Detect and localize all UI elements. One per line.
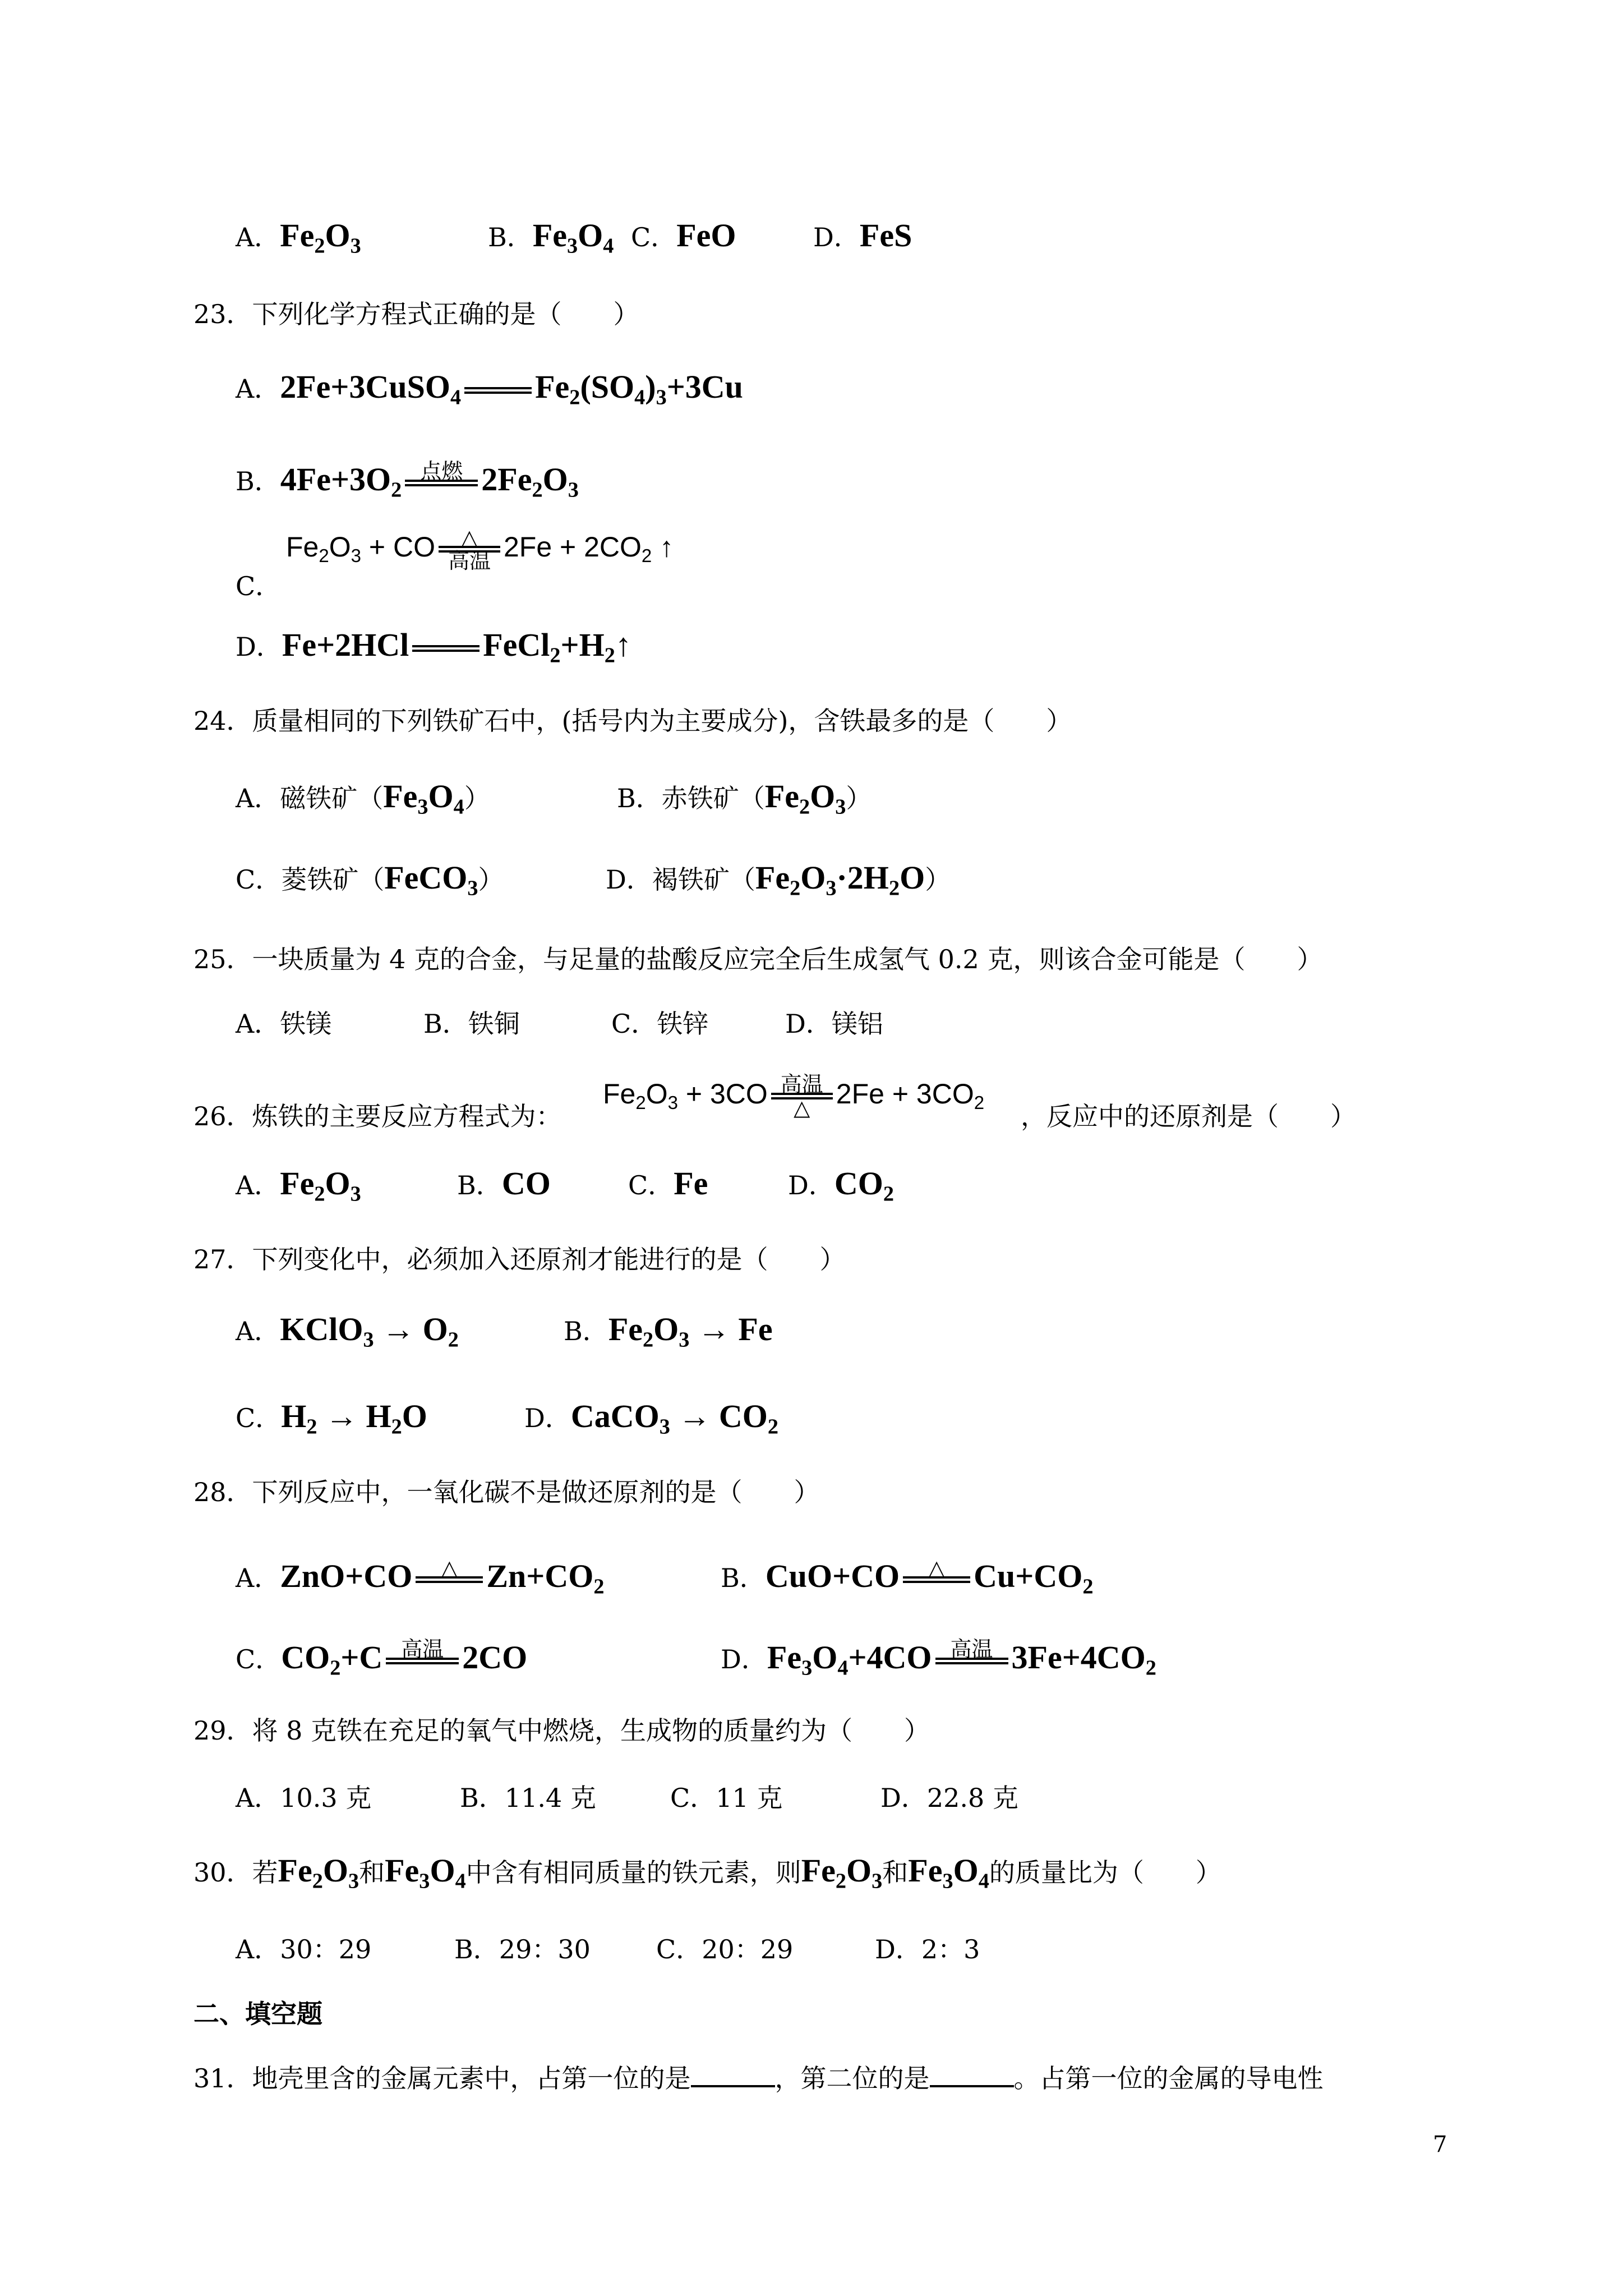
q23-option-c-equation [286,524,674,573]
q22-option-b [488,216,614,257]
q30-option-a: A．30：29 [236,1934,372,1964]
q27-option-d [524,1397,778,1438]
equation: ZnO+CO △ $Zn+CO_2$ [280,1555,605,1599]
page-number: 7 [1433,2132,1447,2157]
formula: $Fe_2O_3 \to Fe$ [608,1311,773,1352]
option-letter: B． [721,1563,766,1593]
text: ，第二位的是 [774,2063,930,2093]
q31-stem [193,2059,1324,2098]
q29-option-d: D．22.8 克 [880,1783,1018,1813]
text: 和 [882,1857,909,1888]
q23-stem: 23．下列化学方程式正确的是（ ） [193,299,639,329]
q27-stem: 27．下列变化中，必须加入还原剂才能进行的是（ ） [193,1244,846,1274]
option-a-letter: A． [236,222,280,252]
q29-option-b: B．11.4 克 [460,1783,596,1813]
option-d-letter: D． [813,222,860,252]
option-b-letter: B． [488,222,533,252]
option-letter: C． [236,1644,282,1674]
q23-option-d [236,625,631,666]
q23-option-c-letter: C． [236,571,282,601]
option-c-formula: FeO [676,217,736,254]
option-letter: D． [721,1644,767,1674]
close-paren: ） [846,783,872,813]
q26-option-d [788,1164,894,1205]
q27-option-a [236,1310,459,1351]
option-letter: D． [236,632,282,662]
equation: $Fe_2O_3 + 3CO$ 高温 △ $2Fe + 3CO_2$ [603,1071,985,1120]
q30-option-c: C．20：29 [656,1934,794,1964]
text: 和 [359,1857,385,1888]
answer-blank[interactable] [691,2063,775,2087]
option-letter: A． [236,1563,280,1593]
close-paren: ） [925,864,951,895]
formula: Fe [674,1165,708,1202]
q22-option-d [813,216,912,257]
equation: $Fe_2O_3$ + CO △ 高温 $2Fe + 2CO_2$ ↑ [286,524,674,573]
section-heading: 二、填空题 [193,1999,322,2029]
q30-option-b: B．29：30 [454,1934,591,1964]
equation: CuO+CO △ $Cu+CO_2$ [765,1555,1094,1599]
formula: $CO_2$ [834,1165,895,1206]
q23-option-b [236,460,579,501]
close-paren: ） [464,783,490,813]
close-paren: ） [478,864,504,895]
q24-option-c [236,858,504,899]
formula: $Fe_2O_3$ [764,778,846,819]
reaction-condition: △ [441,1555,458,1580]
formula: CaCO$_3$ → $CO_2$ [570,1398,779,1439]
q24-option-b [617,777,872,818]
formula: CO [501,1165,551,1202]
q25-option-c: C．铁锌 [611,1009,709,1039]
option-b-formula: $Fe_3O_4$ [532,217,614,258]
q25-stem: 25．一块质量为 4 克的合金，与足量的盐酸反应完全后生成氢气 0.2 克，则该合金可能是（ ） [193,944,1323,974]
q24-stem: 24．质量相同的下列铁矿石中，(括号内为主要成分)，含铁最多的是（ ） [193,706,1072,736]
q29-stem: 29．将 8 克铁在充足的氧气中燃烧，生成物的质量约为（ ） [193,1715,930,1746]
q23-option-a [236,367,743,408]
text: 。占第一位的金属的导电性 [1013,2063,1324,2093]
option-text: C．菱铁矿（ [236,864,385,895]
option-letter: B． [457,1170,502,1200]
reaction-condition: △ [928,1555,945,1580]
option-d-formula: FeS [859,217,912,254]
text: 中含有相同质量的铁元素，则 [465,1857,801,1888]
q29-option-a: A．10.3 克 [236,1783,372,1813]
text: 31．地壳里含的金属元素中，占第一位的是 [193,2063,691,2093]
q26-option-c [628,1164,708,1205]
q28-option-d [721,1638,1156,1679]
formula: KClO$_3$ → $O_2$ [280,1311,459,1352]
formula: $Fe_3O_4$ [385,1852,466,1893]
formula: FeCO$_3$ [384,859,478,900]
q22-option-c [631,216,736,257]
q24-option-d [606,858,951,899]
q26-option-b [457,1164,551,1205]
q27-option-b [564,1310,773,1351]
option-text: B．赤铁矿（ [617,783,765,813]
q28-option-b [721,1557,1093,1598]
reaction-condition-top: △ [461,524,478,550]
q26-option-a [236,1164,361,1205]
option-letter: A． [236,374,280,404]
q24-option-a [236,777,490,818]
option-c-letter: C． [631,222,677,252]
formula: $Fe_2O_3$ [280,1165,361,1206]
answer-blank[interactable] [930,2063,1014,2087]
equation: $CO_2+C$ 高温 2CO [281,1636,528,1680]
q27-option-c [236,1397,427,1438]
reaction-condition-bottom: △ [794,1095,810,1120]
q28-option-a [236,1557,604,1598]
q26-equation [603,1071,985,1120]
q25-option-d: D．镁铝 [785,1009,883,1039]
q25-option-a: A．铁镁 [236,1009,332,1039]
q30-stem [193,1851,1221,1892]
equation: $Fe_3O_4+4CO$ 高温 $3Fe+4CO_2$ [767,1636,1156,1680]
formula: $H_2 \to H_2O$ [281,1398,427,1439]
text: 30．若 [193,1857,278,1888]
formula: $Fe_3O_4$ [383,778,464,819]
option-letter: A． [236,1170,280,1200]
option-letter: B． [564,1316,608,1346]
option-a-formula: $Fe_2O_3$ [280,217,361,258]
text: 的质量比为（ ） [989,1857,1221,1888]
formula: $Fe_2O_3$ [278,1852,359,1893]
option-letter: D． [524,1403,571,1433]
q26-stem-suffix: ，反应中的还原剂是（ ） [1021,1101,1356,1131]
option-letter: A． [236,1316,280,1346]
equation: 2Fe+3CuSO$_4$ $Fe_2(SO_4)_3+3Cu$ [280,369,743,409]
q29-option-c: C．11 克 [670,1783,783,1813]
option-letter: D． [788,1170,834,1200]
q25-option-b: B．铁铜 [423,1009,520,1039]
option-letter: B． [236,466,280,496]
equation: Fe+2HCl $FeCl_2+H_2↑$ [282,627,631,668]
reaction-condition: 点燃 [420,458,463,484]
reaction-condition-top: 高温 [780,1071,823,1097]
option-letter: C． [236,1403,282,1433]
reaction-condition: 高温 [401,1636,444,1662]
equation: $4Fe+3O_2$ 点燃 $2Fe_2O_3$ [280,458,579,502]
reaction-condition: 高温 [950,1636,993,1662]
q30-option-d: D．2：3 [875,1934,980,1964]
reaction-condition-bottom: 高温 [448,548,491,573]
q26-stem-prefix: 26．炼铁的主要反应方程式为： [193,1101,562,1131]
formula: $Fe_2O_3$ [801,1852,883,1893]
option-text: A．磁铁矿（ [236,783,384,813]
formula: $Fe_3O_4$ [908,1852,989,1893]
q28-option-c [236,1638,527,1679]
q22-options [236,216,361,257]
option-letter: C． [628,1170,674,1200]
option-text: D．褐铁矿（ [606,864,755,895]
q28-stem: 28．下列反应中，一氧化碳不是做还原剂的是（ ） [193,1477,820,1507]
formula: $Fe_2O_3\cdot 2H_2O$ [755,859,925,900]
